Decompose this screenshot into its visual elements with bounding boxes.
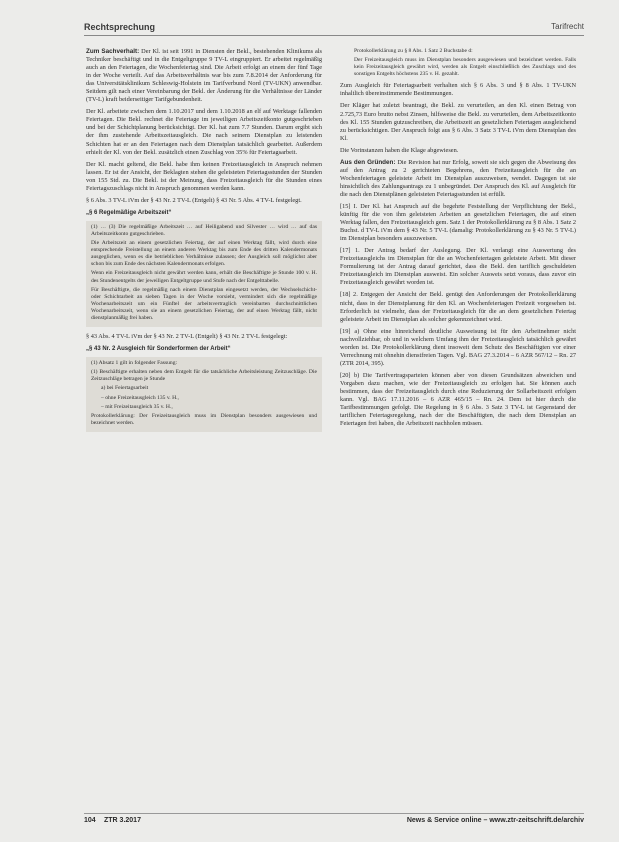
header-rule [84, 35, 584, 36]
paragraph: Der Kläger hat zuletzt beantragt, die Bekl. zu verurteilen, an den Kl. einen Betrag von 2.725,73 Euro brutto nebst Zinsen, hilfsweise die Bekl. zu verurteilen, dem Arbeitszeitkonto des Kl. 155 Stunden gutzuschreiben, die Arbeitszeit an gesetzlichen Feiertagen ausgleichend zu berücksichtigen. Der Anspruch folgt aus § 6 Abs. 3 Satz 3 TV-L iVm dem Dienstplan des Kl. [340, 102, 576, 142]
news-link[interactable]: News & Service online – www.ztr-zeitschrift.de/archiv [406, 817, 584, 824]
lead-label: Zum Sachverhalt: [86, 48, 140, 55]
statute-line: a) bei Feiertagsarbeit [101, 385, 149, 392]
journal-issue: ZTR 3.2017 [104, 817, 141, 824]
paragraph-text: Der Kl. ist seit 1991 in Diensten der Bekl., bestehenden Klinikums als Techniker beschäftigt und in die Entgeltgruppe 9 TV-L eingruppiert. Er arbeitet regelmäßig auch an den Feiertagen, die Wochenfeiertag sind. Die Arbeit erfolgt an einem der fünf Tage in der Woche verteilt. Auf das Arbeitsverhältnis war bis zum 7.8.2014 der Anforderung für das Universitätsklinikum Schleswig-Holstein im Tarifverbund Nord (TV-UKN) anwendbar. Seitdem gilt nach einer Vereinbarung der Bekl. der Änderung für die Verhältnisse der Länder (TV-L) kraft beiderseitiger Tarifgebundenheit. [86, 48, 323, 104]
protocol-note [340, 48, 576, 78]
paragraph-text: Die Revision hat nur Erfolg, soweit sie sich gegen die Abweisung des auf den Antrag zu 2 gerichteten Begehrens, den Freizeitausgleich für die an Wochenfeiertagen geleistete Arbeit im Dienstplan auszuweisen, wendet. Dagegen ist sie hinsichtlich des Zahlungsantrags zu 1 unbegründet. Der Anspruch des Kl. auf Ausgleich für die nach den Dienstplänen geleisteten Feiertagsstunden ist erfüllt. [340, 158, 576, 198]
paragraph: § 43 Abs. 4 TV-L iVm der § 43 Nr. 2 TV-L (Entgelt) § 43 Nr. 2 TV-L festgelegt: [86, 333, 288, 341]
left-column [86, 48, 322, 438]
paragraph: [15] I. Der Kl. hat Anspruch auf die begehrte Feststellung der Verpflichtung der Bekl., künftig für die von ihm geleisteten Arbeiten an gesetzlichen Feiertagen, die auf einen Werktag fallen, den Freizeitausgleich gem. Satz 1 der Protokollerklärung zu § 8 Abs. 1 Satz 2 Buchst. d TV-L iVm dem § 43 Nr. 5 TV-L (damalig: Protokollerklärung zu § 43 Nr. 5 TV-L) im Dienstplan besonders auszuweisen. [340, 202, 576, 243]
statute-box [86, 221, 322, 327]
right-column [340, 48, 576, 432]
paragraph: [18] 2. Entgegen der Ansicht der Bekl. genügt den Anforderungen der Protokollerklärung nicht, dass in der Dienstplanung für den Kl. an Wochenfeiertagen Freizeit vorgesehen ist. Erforderlich ist vielmehr, dass der Freizeitausgleich für die an dem gesetzlichen Feiertag geleistete Arbeit im Dienstplan als solcher gekennzeichnet wird. [340, 291, 576, 323]
statute-line: (1) Absatz 1 gilt in folgender Fassung: [91, 360, 178, 367]
statute-line: – mit Freizeitausgleich 35 v. H., [101, 403, 173, 410]
statute-line: Wenn ein Freizeitausgleich nicht gewährt werden kann, erhält die Beschäftigte je Stunde 100 v. H. des Stundenentgelts der jeweiligen Entgeltgruppe und Stufe nach der Entgelttabelle. [91, 270, 317, 284]
paragraph: [17] 1. Der Antrag bedarf der Auslegung. Der Kl. verlangt eine Auswertung des Freizeitausgleichs im Dienstplan für die an Wochenfeiertagen geleistete Arbeit. Mit dieser Formulierung ist der Antrag darauf gerichtet, dass die Bekl. den tariflich geschuldeten Freizeitausgleich im Dienstplan ausweist. Ein solcher Ausweis setzt voraus, dass zuvor ein Freizeitausgleich gewährt worden ist. [340, 247, 576, 287]
page-footer [84, 813, 584, 827]
footer-rule [84, 813, 584, 814]
paragraph [340, 159, 576, 199]
statute-line: Protokollerklärung: Der Freizeitausgleich muss im Dienstplan besonders ausgewiesen und bezeichnet werden. [91, 412, 317, 426]
statute-line: (1) … (3) Die regelmäßige Arbeitszeit … auf Heiligabend und Silvester … wird … auf das Arbeitszeitkonto gutgeschrieben. [91, 223, 317, 237]
paragraph: Die Vorinstanzen haben die Klage abgewiesen. [340, 146, 459, 154]
paragraph: § 6 Abs. 3 TV-L iVm der § 43 Nr. 2 TV-L (Entgelt) § 43 Nr. 5 Abs. 4 TV-L festgelegt. [86, 196, 302, 204]
statute-box [86, 357, 322, 432]
section-title: Rechtsprechung [84, 22, 156, 32]
paragraph: [19] a) Ohne eine hinreichend deutliche Ausweisung ist für den Arbeitnehmer nicht nachvollziehbar, ob und in welchem Umfang ihm der Freizeitausgleich tatsächlich gewährt worden ist. Die Protokollerklärung dient insoweit dem Schutz des Beschäftigten vor einer Verrechnung mit ohnehin dienstfreien Tagen. Vgl. BAG 27.3.2014 – 6 AZR 567/12 – Rn. 27 (ZTR 2014, 395). [340, 327, 576, 367]
paragraph: [20] b) Die Tarifvertragsparteien können aber von diesen Grundsätzen abweichen und Vorgaben dazu machen, wie der Freizeitausgleich zu erfolgen hat. Sie können auch bestimmen, dass der Freizeitausgleich durch eine Reduzierung der Sollarbeitszeit erfolgen kann. Vgl. BAG 17.11.2016 – 6 AZR 465/15 – Rn. 24. Dem ist hier durch die Tarifbestimmungen gefolgt. Die Regelung in § 6 Abs. 3 Satz 3 TV-L ist Gegenstand der tariflichen Feiertagsregelung, nach der die Beschäftigten, die nach dem Dienstplan an Feiertagen frei haben, die Arbeitszeit nachholen müssen. [340, 371, 576, 428]
paragraph: Der Kl. arbeitete zwischen dem 1.10.2017 und dem 1.10.2018 an elf auf Werktage fallenden Feiertagen. Die Bekl. rechnet die Feiertage im jeweiligen Arbeitszeitkonto gutgeschrieben und bei der Schichtplanung berücksichtigt. Der Kl. hat zum 7.7 Stunden. Darum ergibt sich der ihm zustehende Arbeitszeitausgleich. Die nach seinem Dienstplan zu leistenden Schichten hat er an den Feiertagen nach dem Dienstplan tatsächlich gearbeitet. Außerdem erhielt der Kl. von der Bekl. zusätzlich einen Zuschlag von 35% für Feiertagsarbeit. [86, 108, 322, 156]
protocol-line: Der Freizeitausgleich muss im Dienstplan besonders ausgewiesen und bezeichnet werden. Falls kein Freizeitausgleich gewährt wird, werden als Entgelt einschließlich des Zuschlags und des sonstigen Entgelts höchstens 235 v. H. gezahlt. [354, 57, 576, 78]
statute-line: (1) Beschäftigte erhalten neben dem Entgelt für die tatsächliche Arbeitsleistung Zeitzuschläge. Die Zeitzuschläge betragen je Stunde [91, 369, 317, 383]
category-label: Tarifrecht [551, 22, 584, 31]
subheading: „§ 43 Nr. 2 Ausgleich für Sonderformen der Arbeit“ [86, 346, 231, 353]
statute-line: – ohne Freizeitausgleich 135 v. H., [101, 394, 179, 401]
paragraph [86, 48, 322, 104]
lead-label: Aus den Gründen: [340, 158, 396, 166]
paragraph: Der Kl. macht geltend, die Bekl. habe ihm keinen Freizeitausgleich in Anspruch nehmen lassen. Er ist der Ansicht, der Beklagten stehen die geleisteten Feiertagsstunden der Stunden von 155 Std. zu. Die Bekl. ist der Meinung, dass Freizeitausgleich für die Stunden eines Feiertagszuschlags nicht in Anspruch genommen werden kann. [86, 160, 322, 192]
protocol-line: Protokollerklärung zu § 8 Abs. 1 Satz 2 Buchstabe d: [354, 48, 473, 54]
subheading: „§ 6 Regelmäßige Arbeitszeit“ [86, 209, 172, 216]
page-header [84, 22, 584, 40]
paragraph: Zum Ausgleich für Feiertagsarbeit verhalten sich § 6 Abs. 3 und § 8 Abs. 1 TV-UKN inhaltlich übereinstimmende Bestimmungen. [340, 82, 576, 98]
statute-line: Für Beschäftigte, die regelmäßig nach einem Dienstplan eingesetzt werden, der Wechselschicht- oder Schichtarbeit an sieben Tagen in der Woche vorsieht, vermindert sich die regelmäßige Wochenarbeitszeit um ein Fünftel der arbeitsvertraglich vereinbarten durchschnittlichen Wochenarbeitszeit, wenn sie an einem gesetzlichen Feiertag, der auf einen Werktag fällt, nicht dienstplanmäßig frei haben. [91, 286, 317, 322]
statute-line: Die Arbeitszeit an einem gesetzlichen Feiertag, der auf einen Werktag fällt, wird durch eine entsprechende Freistellung an einem anderen Werktag bis zum Ende des dritten Kalendermonats ausgeglichen, wenn es die betrieblichen Verhältnisse zulassen; der Ausgleich soll möglichst aber schon bis zum Ende des nächsten Kalendermonats erfolgen. [91, 240, 317, 268]
page-number: 104 [84, 817, 96, 824]
